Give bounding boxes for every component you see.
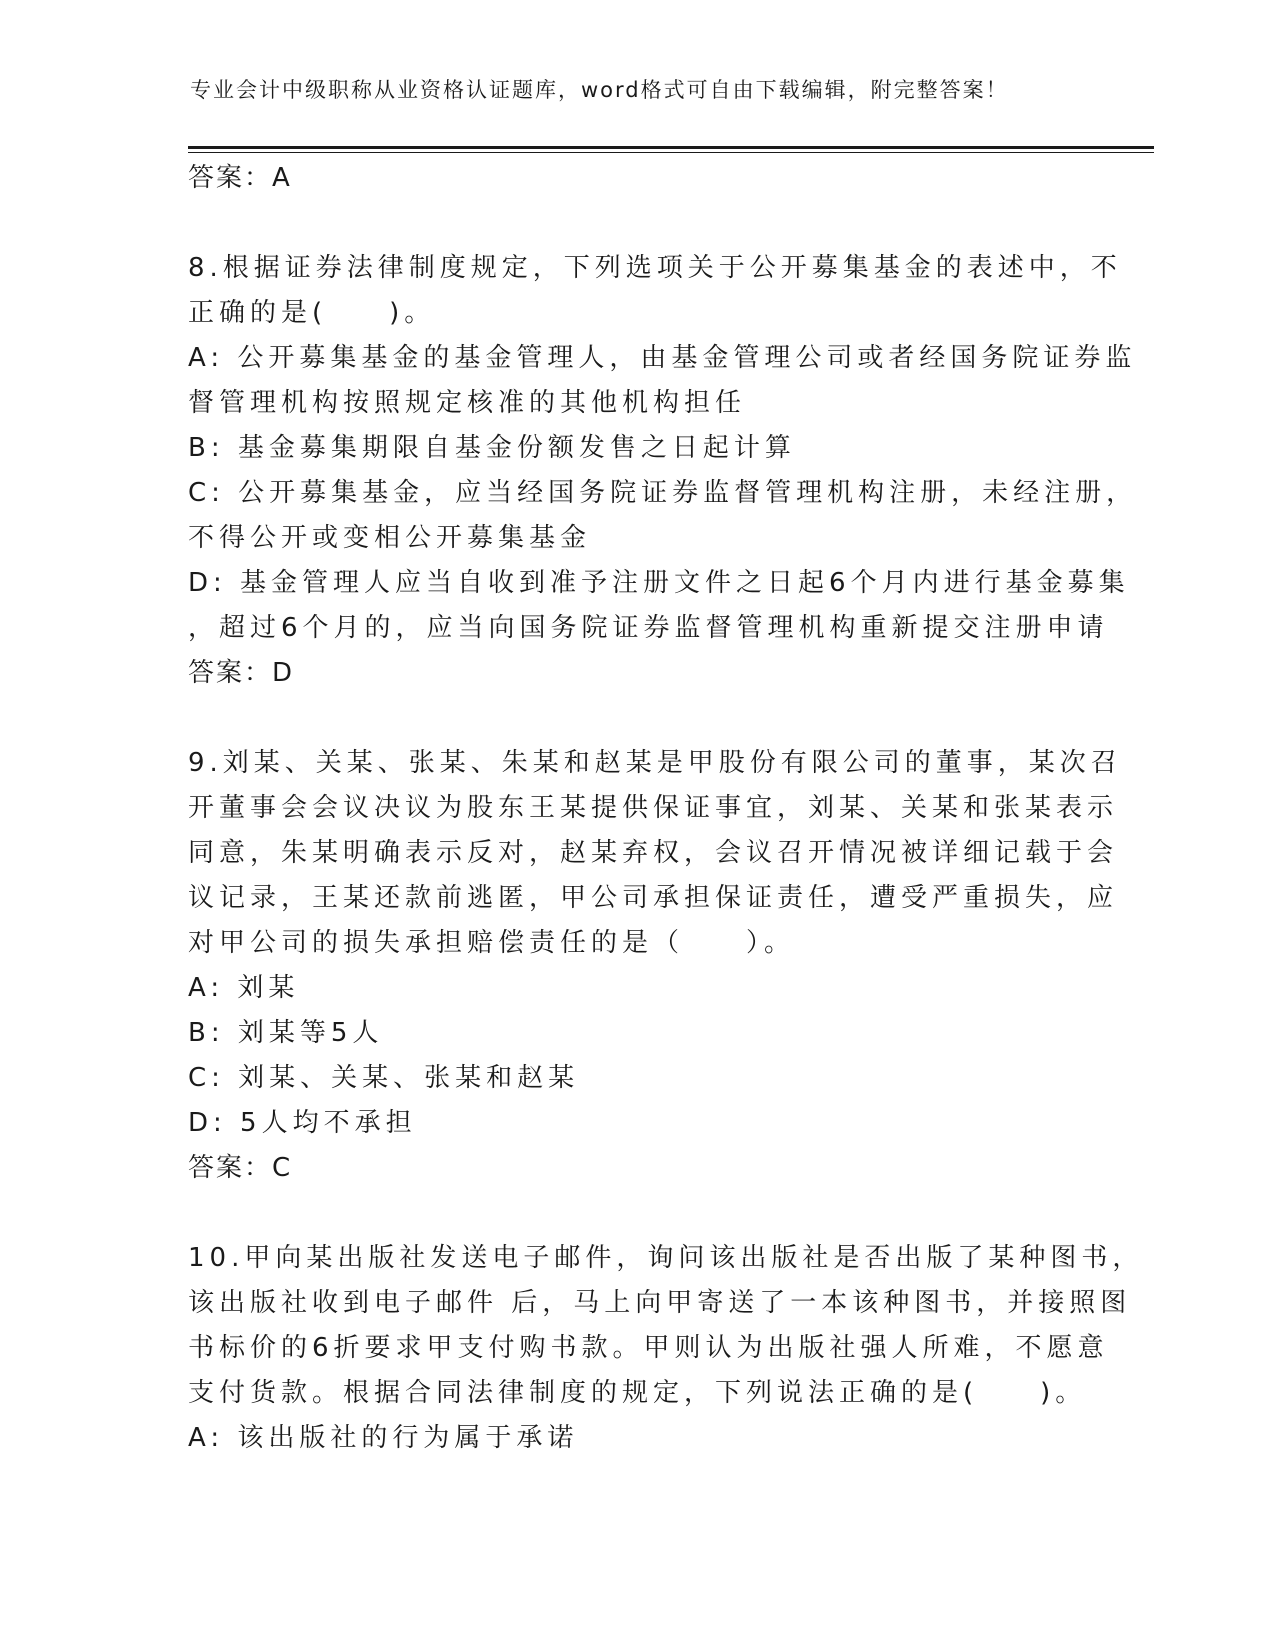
answer-label: 答案：D [188,658,295,688]
spacer [188,696,1088,741]
question-text: 8.根据证券法律制度规定，下列选项关于公开募集基金的表述中，不 [188,253,1122,283]
header-divider-thin [188,152,1154,153]
option-text: A: 刘某 [188,973,300,1003]
option-text: 督管理机构按照规定核准的其他机构担任 [188,388,747,418]
question-text: 10.甲向某出版社发送电子邮件，询问该出版社是否出版了某种图书， [188,1243,1144,1273]
question-text: 议记录，王某还款前逃匿，甲公司承担保证责任，遭受严重损失，应 [188,883,1119,913]
spacer [188,201,1088,246]
question-text: 开董事会会议决议为股东王某提供保证事宜，刘某、关某和张某表示 [188,793,1119,823]
question-text: 支付货款。根据合同法律制度的规定，下列说法正确的是( )。 [188,1378,1087,1408]
page-header: 专业会计中级职称从业资格认证题库，word格式可自由下载编辑，附完整答案！ [190,78,1009,102]
option-text: C: 公开募集基金，应当经国务院证券监督管理机构注册，未经注册， [188,478,1138,508]
option-text: 不得公开或变相公开募集基金 [188,523,592,553]
question-text: 书标价的6折要求甲支付购书款。甲则认为出版社强人所难，不愿意 [188,1333,1109,1363]
header-divider [188,146,1154,149]
option-text: B: 基金募集期限自基金份额发售之日起计算 [188,433,796,463]
option-text: B: 刘某等5人 [188,1018,384,1048]
question-text: 同意，朱某明确表示反对，赵某弃权，会议召开情况被详细记载于会 [188,838,1119,868]
option-text: A: 公开募集基金的基金管理人，由基金管理公司或者经国务院证券监 [188,343,1137,373]
question-text: 正确的是( )。 [188,298,436,328]
option-text: A: 该出版社的行为属于承诺 [188,1423,579,1453]
document-body [188,156,1144,1461]
answer-label: 答案：A [188,163,292,193]
question-text: 9.刘某、关某、张某、朱某和赵某是甲股份有限公司的董事，某次召 [188,748,1122,778]
answer-label: 答案：C [188,1153,293,1183]
option-text: C: 刘某、关某、张某和赵某 [188,1063,580,1093]
option-text: D: 基金管理人应当自收到准予注册文件之日起6个月内进行基金募集 [188,568,1130,598]
question-text: 该出版社收到电子邮件 后，马上向甲寄送了一本该种图书，并接照图 [188,1288,1132,1318]
spacer [188,1191,1088,1236]
option-text: D: 5人均不承担 [188,1108,417,1138]
option-text: ，超过6个月的，应当向国务院证券监督管理机构重新提交注册申请 [188,613,1109,643]
question-text: 对甲公司的损失承担赔偿责任的是（ ）。 [188,928,796,958]
